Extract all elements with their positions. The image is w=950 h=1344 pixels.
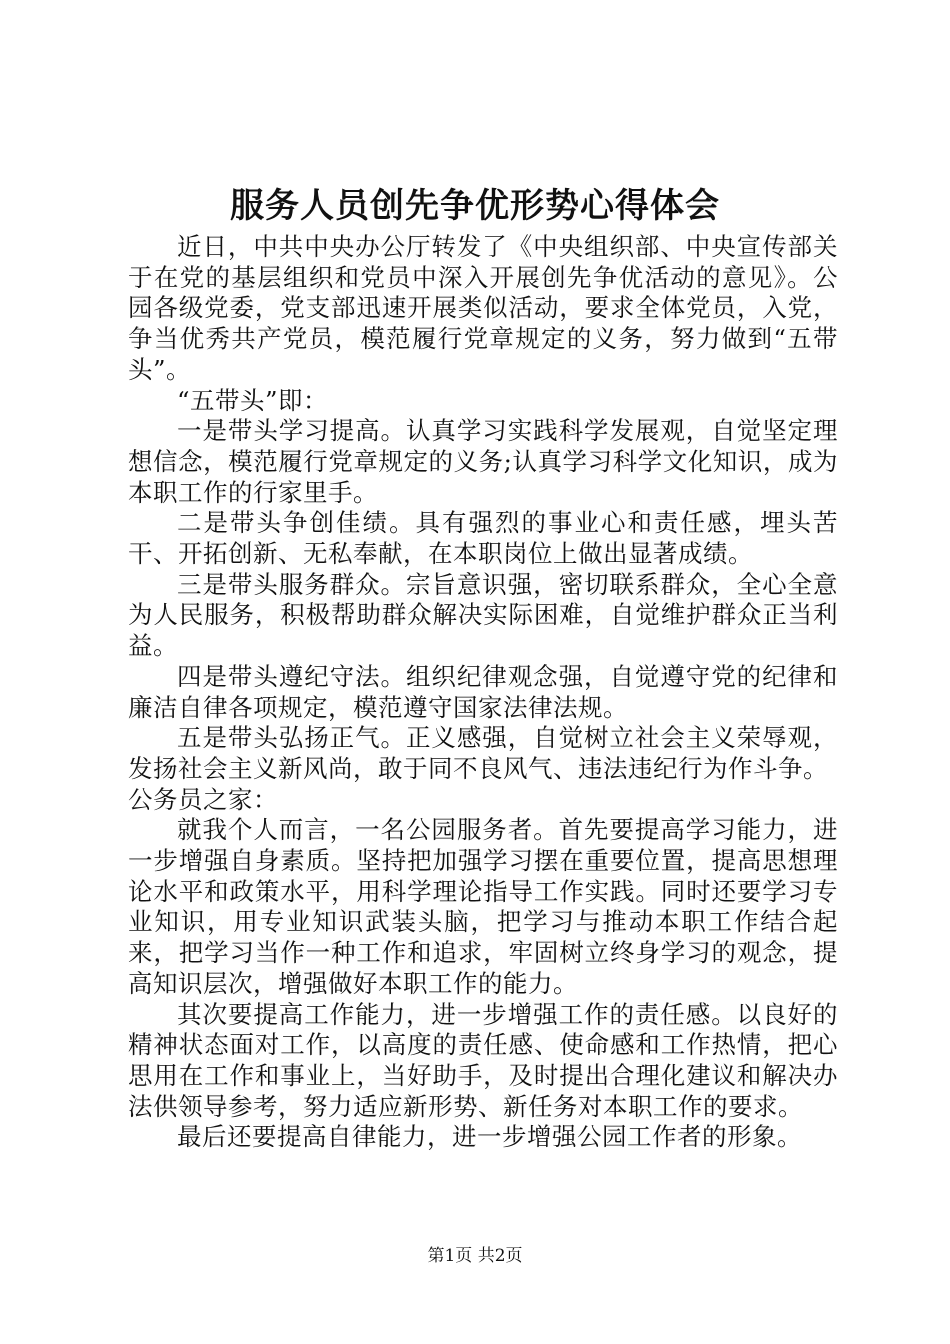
paragraph-lead-3: 三是带头服务群众。宗旨意识强，密切联系群众，全心全意为人民服务，积极帮助群众解决实际困难，自觉维护群众正当利益。 (128, 569, 838, 661)
paragraph-personal-1: 就我个人而言，一名公园服务者。首先要提高学习能力，进一步增强自身素质。坚持把加强学习摆在重要位置，提高思想理论水平和政策水平，用科学理论指导工作实践。同时还要学习专业知识，用专业知识武装头脑，把学习与推动本职工作结合起来，把学习当作一种工作和追求，牢固树立终身学习的观念，提高知识层次，增强做好本职工作的能力。 (128, 815, 838, 998)
paragraph-lead-4: 四是带头遵纪守法。组织纪律观念强，自觉遵守党的纪律和廉洁自律各项规定，模范遵守国家法律法规。 (128, 661, 838, 722)
document-title: 服务人员创先争优形势心得体会 (230, 186, 720, 226)
paragraph-lead-1: 一是带头学习提高。认真学习实践科学发展观，自觉坚定理想信念，模范履行党章规定的义务;认真学习科学文化知识，成为本职工作的行家里手。 (128, 416, 838, 507)
paragraph-personal-3: 最后还要提高自律能力，进一步增强公园工作者的形象。 (177, 1122, 802, 1152)
paragraph-lead-5: 五是带头弘扬正气。正义感强，自觉树立社会主义荣辱观，发扬社会主义新风尚，敢于同不良风气、违法违纪行为作斗争。 (128, 723, 838, 783)
paragraph-source-label: 公务员之家： (128, 784, 278, 814)
paragraph-personal-2: 其次要提高工作能力，进一步增强工作的责任感。以良好的精神状态面对工作，以高度的责任感、使命感和工作热情，把心思用在工作和事业上，当好助手，及时提出合理化建议和解决办法供领导参考，努力适应新形势、新任务对本职工作的要求。 (128, 999, 838, 1121)
paragraph-intro: 近日，中共中央办公厅转发了《中央组织部、中央宣传部关于在党的基层组织和党员中深入开展创先争优活动的意见》。公园各级党委，党支部迅速开展类似活动，要求全体党员，入党，争当优秀共产党员，模范履行党章规定的义务，努力做到“五带头”。 (128, 232, 838, 384)
paragraph-lead-2: 二是带头争创佳绩。具有强烈的事业心和责任感，埋头苦干、开拓创新、无私奉献，在本职岗位上做出显著成绩。 (128, 508, 838, 569)
page-number-footer: 第1页 共2页 (427, 1246, 523, 1266)
paragraph-five-leads-heading: “五带头”即： (177, 385, 329, 415)
document-body (128, 232, 838, 1153)
